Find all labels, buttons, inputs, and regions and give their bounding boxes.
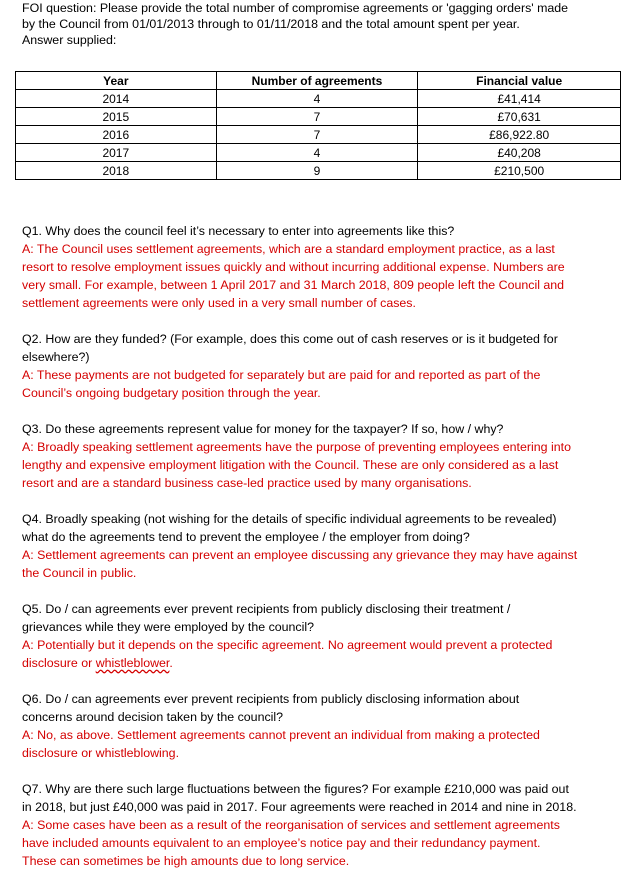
cell-year: 2017: [16, 144, 217, 162]
answer-line: A: The Council uses settlement agreements, which are a standard employment practice, as a last: [22, 242, 555, 256]
cell-number: 9: [216, 162, 418, 180]
answer-line: [22, 654, 632, 672]
question-line: Q5. Do / can agreements ever prevent recipients from publicly disclosing their treatment /: [22, 602, 511, 616]
answer-text: disclosure or: [22, 656, 96, 670]
cell-value: £86,922.80: [418, 126, 621, 144]
cell-number: 4: [216, 90, 418, 108]
header-number: Number of agreements: [216, 72, 418, 90]
header-value: Financial value: [418, 72, 621, 90]
question-line: concerns around decision taken by the council?: [22, 710, 284, 724]
question-line: elsewhere?): [22, 350, 90, 364]
qa-block-q6: [22, 690, 632, 762]
cell-year: 2014: [16, 90, 217, 108]
cell-number: 7: [216, 126, 418, 144]
cell-year: 2018: [16, 162, 217, 180]
cell-year: 2015: [16, 108, 217, 126]
spellcheck-word: whistleblower: [95, 656, 170, 670]
answer-line: have included amounts equivalent to an employee’s notice pay and their redundancy payment.: [22, 836, 541, 850]
header-year: Year: [16, 72, 217, 90]
cell-value: £40,208: [418, 144, 621, 162]
question-line: Q4. Broadly speaking (not wishing for the details of specific individual agreements to be revealed): [22, 512, 557, 526]
cell-number: 7: [216, 108, 418, 126]
cell-value: £70,631: [418, 108, 621, 126]
answer-line: A: Broadly speaking settlement agreements have the purpose of preventing employees entering into: [22, 440, 571, 454]
answer-line: A: No, as above. Settlement agreements cannot prevent an individual from making a protected: [22, 728, 540, 742]
intro-line: FOI question: Please provide the total number of compromise agreements or 'gagging orders' made: [22, 1, 569, 15]
question-line: Q7. Why are there such large fluctuations between the figures? For example £210,000 was paid out: [22, 782, 569, 796]
foi-intro: [22, 0, 632, 48]
answer-line: A: Potentially but it depends on the specific agreement. No agreement would prevent a protected: [22, 638, 553, 652]
question-line: Q6. Do / can agreements ever prevent recipients from publicly disclosing information about: [22, 692, 520, 706]
table-row: [16, 90, 621, 108]
cell-year: 2016: [16, 126, 217, 144]
question-line: what do the agreements tend to prevent the employee / the employer from doing?: [22, 530, 470, 544]
answer-line: settlement agreements were only used in a very small number of cases.: [22, 296, 416, 310]
cell-number: 4: [216, 144, 418, 162]
question-line: Q1. Why does the council feel it’s necessary to enter into agreements like this?: [22, 224, 455, 238]
answer-line: A: Settlement agreements can prevent an employee discussing any grievance they may have against: [22, 548, 578, 562]
answer-line: disclosure or whistleblowing.: [22, 746, 180, 760]
answer-line: resort and are a standard business case-led practice used by many organisations.: [22, 476, 472, 490]
answer-line: the Council in public.: [22, 566, 137, 580]
question-line: Q2. How are they funded? (For example, does this come out of cash reserves or is it budgeted for: [22, 332, 558, 346]
answer-line: Council’s ongoing budgetary position through the year.: [22, 386, 321, 400]
qa-section: [22, 222, 632, 888]
answer-line: very small. For example, between 1 April 2017 and 31 March 2018, 809 people left the Council and: [22, 278, 565, 292]
intro-line: by the Council from 01/01/2013 through to 01/11/2018 and the total amount spent per year.: [22, 17, 520, 31]
answer-line: A: Some cases have been as a result of the reorganisation of services and settlement agreements: [22, 818, 560, 832]
qa-block-q4: [22, 510, 632, 582]
answer-line: These can sometimes be high amounts due to long service.: [22, 854, 350, 868]
table-row: [16, 126, 621, 144]
question-line: grievances while they were employed by the council?: [22, 620, 315, 634]
table-row: [16, 162, 621, 180]
qa-block-q7: [22, 780, 632, 870]
cell-value: £210,500: [418, 162, 621, 180]
cell-value: £41,414: [418, 90, 621, 108]
intro-line: Answer supplied:: [22, 33, 117, 47]
answer-line: lengthy and expensive employment litigation with the Council. These are only considered as a last: [22, 458, 559, 472]
qa-block-q5: [22, 600, 632, 672]
qa-block-q3: [22, 420, 632, 492]
qa-block-q2: [22, 330, 632, 402]
question-line: in 2018, but just £40,000 was paid in 2017. Four agreements were reached in 2014 and nine in 2018.: [22, 800, 577, 814]
question-line: Q3. Do these agreements represent value for money for the taxpayer? If so, how / why?: [22, 422, 504, 436]
qa-block-q1: [22, 222, 632, 312]
agreements-table: [15, 71, 621, 180]
table-header-row: [16, 72, 621, 90]
answer-line: A: These payments are not budgeted for separately but are paid for and reported as part of the: [22, 368, 541, 382]
table-row: [16, 108, 621, 126]
answer-line: resort to resolve employment issues quickly and without incurring additional expense. Numbers are: [22, 260, 565, 274]
table-row: [16, 144, 621, 162]
answer-text: .: [169, 656, 173, 670]
